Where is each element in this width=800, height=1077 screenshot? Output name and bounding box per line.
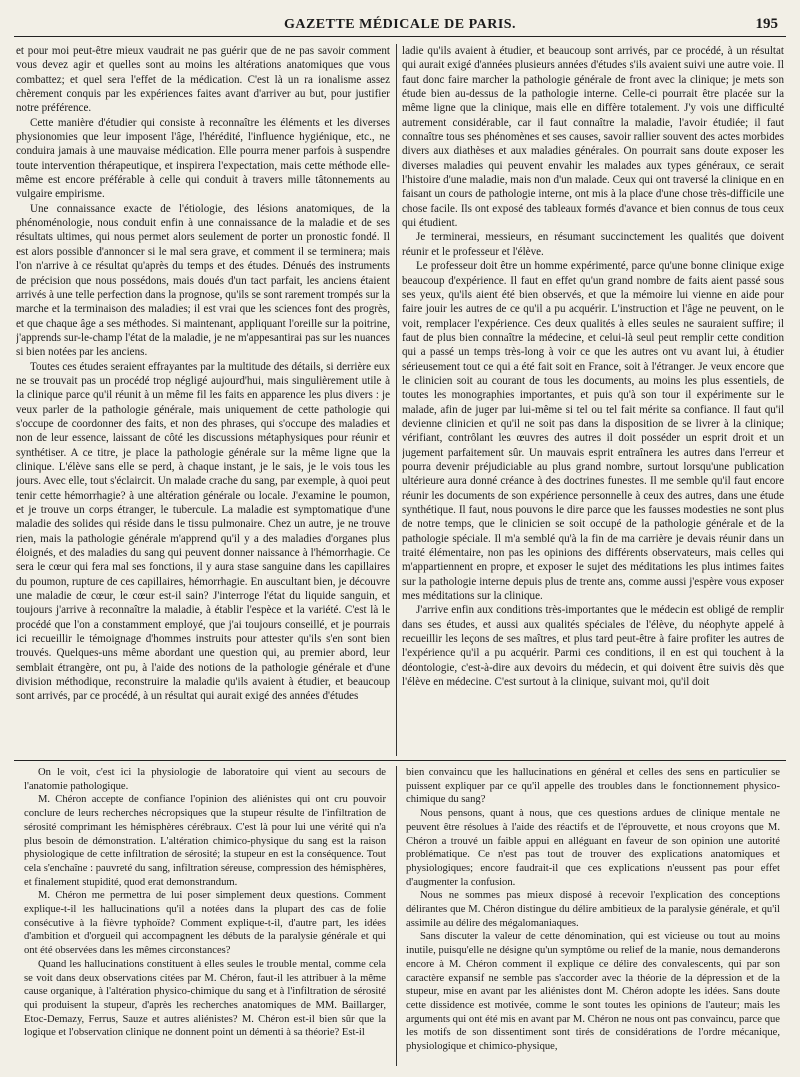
page-header [0,0,800,40]
paragraph: Nous pensons, quant à nous, que ces questions ardues de clinique mentale ne peuvent être résolues à l'aide des réactifs et de l'éprouvette, et nous croyons que M. Chéron a trouvé un faible appui en alléguant en faveur de son opinion une autorité problématique. Ce n'est pas tout de trouver des explications anatomiques et physiologiques; encore faudrait-il que ces explications n'eussent pas pour effet d'augmenter la confusion. [406,808,780,888]
paragraph: Toutes ces études seraient effrayantes par la multitude des détails, si derrière eux ne se trouvait pas un procédé trop négligé aujourd'hui, mais singulièrement utile à la clinique parce qu'il réunit à un même fil les faits en apparence les plus divers : je veux parler de la pathologie générale, mais uniquement de cette pathologie qui s'occupe de coordonner des faits, et non des phrases, qui s'occupe des maladies et non de leur essence, laissant de côté les discussions métaphysiques pour réunir et synthétiser. A ce titre, je place la pathologie générale sur la même ligne que la clinique. L'élève sans elle se perd, à chaque instant, je le sais, je le vois tous les jours. Avec elle, tout s'éclaircit. Un malade crache du sang, par exemple, à quoi peut tenir cette hémorrhagie? à une altération générale ou locale. J'examine le poumon, et je trouve un corps étranger, le tubercule. La maladie est symptomatique d'une maladie des solides qui réside dans le tissu pulmonaire. Chez un autre, je ne trouve rien, mais la pathologie générale m'apprend qu'il y a des maladies d'organes plus éloignés, et des maladies du sang qui peuvent donner naissance à l'hémorrhagie. Ce sera le cœur qui fera mal ses fonctions, il y aura stase sanguine dans les capillaires du poumon, rupture de ces capillaires, hémorrhagie. En auscultant bien, je découvre une maladie de cœur, le cœur est-il sain? J'interroge l'état du liquide sanguin, et toujours j'arrive à reconnaître la maladie, à établir l'espèce et la variété. C'est là le procédé que l'on a constamment employé, que j'ai toujours conseillé, et je pourrais ici recueillir le témoignage d'hommes instruits pour attester qu'ils s'en sont bien trouvés. Quelques-uns même abordant une question qui, au premier abord, leur semblait étrangère, ont pu, à l'aide des notions de la pathologie générale et d'une division méthodique, reconstruire la maladie qu'ils avaient à étudier, et beaucoup sont arrivés, par ce procédé, à un résultat qui aurait exigé des années d'études [16,360,390,703]
header-rule [14,36,786,37]
lower-left-column [24,766,386,1066]
column-divider [396,44,397,756]
paragraph: Nous ne sommes pas mieux disposé à recevoir l'explication des conceptions délirantes que M. Chéron distingue du délire ambitieux de la paralysie générale, et qu'il assimile au délire des mégalomaniaques. [406,890,780,929]
paragraph: Une connaissance exacte de l'étiologie, des lésions anatomiques, de la phénoménologie, nous conduit enfin à une connaissance de la maladie et de ses résultats ultimes, qui nous permet alors seulement de porter un pronostic fondé. Il est alors possible d'annoncer si le mal sera grave, et comment il se terminera; mais l'on n'arrive à ce résultat qu'après du temps et des études. Dénués des instruments de précision que nous possédons, mais doués d'un tact parfait, les anciens étaient arrivés à une telle perfection dans la prognose, qu'ils se sont rarement trompés sur la marche et la terminaison des maladies; il est vrai que les sciences font des progrès, et que chaque âge a ses méthodes. Si maintenant, appliquant l'oreille sur la poitrine, j'apprends sur-le-champ l'état de la maladie, je ne m'appesantirai pas sur les nuances si bien notées par les anciens. [16,202,390,359]
paragraph: Je terminerai, messieurs, en résumant succinctement les qualités que doivent réunir et le professeur et l'élève. [402,231,784,258]
upper-right-column [402,44,784,756]
paragraph: ladie qu'ils avaient à étudier, et beaucoup sont arrivés, par ce procédé, à un résultat qui aurait exigé d'années plusieurs années d'études s'ils avaient suivi une autre voie. Il faut donc faire marcher la pathologie générale de front avec la clinique; je mets son étude bien au-dessus de la pathologie interne. Celle-ci pourrait être placée sur la même ligne que la clinique, mais elle en diffère totalement. J'y vois une difficulté autrement considérable, car il faut connaître la maladie, l'avoir étudiée; il faut connaître tous ses phénomènes et ses causes, savoir rallier souvent des actes morbides divers aux diathèses et aux maladies générales. On pourrait sans doute exposer les diverses maladies qui peuvent envahir les malades aux types généraux, ce serait l'histoire d'une maladie, mais non d'un malade. Ceux qui ont traversé la clinique en en faisant un cours de pathologie interne, ont mis à la place d'une chose très-difficile une chose facile. Ils ont exposé des tableaux formés d'avance et bien connus de tous ceux qui étudient. [402,45,784,230]
paragraph: M. Chéron accepte de confiance l'opinion des aliénistes qui ont cru pouvoir conclure de leurs recherches nécropsiques que la stupeur résulte de l'infiltration de sérosité comprimant les hémisphères cérébraux. C'est là pour lui une vérité qui n'a plus besoin de démonstration. L'altération chimico-physique du sang est la raison physiologique de cette infiltration de sérosité; la stupeur en est la conséquence. Tout cela s'enchaîne : pauvreté du sang, infiltration séreuse, compression des hémisphères, et finalement stupidité, quod erat demonstrandum. [24,794,386,888]
upper-left-column [16,44,390,756]
paragraph: Le professeur doit être un homme expérimenté, parce qu'une bonne clinique exige beaucoup d'expérience. Il faut en effet qu'un grand nombre de faits aient passé sous ses yeux, qu'ils aient été bien observés, et que la mémoire lui vienne en aide pour faire jouir les autres de ce qu'il a pu acquérir. L'instruction et l'âge ne peuvent, on le voit, remplacer l'expérience. Ces deux qualités à elles seules ne sauraient suffire; il faut de plus bien connaître la médecine, et celui-là seul peut remplir cette condition qui a passé un temps très-long à voir ce que les autres ont vu avant lui, à étudier sérieusement tout ce qui a été fait soit en France, soit à l'étranger. Je veux encore que le clinicien soit au courant de tous les documents, au moins les plus essentiels, de toutes les monographies importantes, et puis qu'à son tour il expérimente sur le malade, afin de juger par lui-même si tel ou tel fait mérite sa confiance. Il faut qu'il devienne clinicien et qu'il ne soit pas dans la disposition de se livrer à la clinique; vérifiant, contrôlant les œuvres des autres il doit posséder un esprit droit et un jugement parfaitement sûr. Un mauvais esprit entraînera les autres dans l'erreur et pourra devenir préjudiciable au plus grand nombre, surtout lorsqu'une publication ultérieure aura donné créance à des doctrines funestes. Il me semble qu'il faut encore réunir les documents de son expérience personnelle à ceux des autres, dans une étude synthétique. Il faut, nous pouvons le dire parce que les fausses modesties ne sont plus de notre temps, que le clinicien se soit occupé de la pathologie générale et de la pathologie spéciale. Il m'a semblé qu'à la fin de ma carrière je devais réunir dans un traité élémentaire, non pas les opinions des différents observateurs, mais celles qui m'appartiennent en propre, et exposer le sujet des méditations les plus intimes faites sur la pathologie interne depuis plus de trente ans, comme aussi j'espère vous exposer mes méditations sur la clinique. [402,260,784,603]
paragraph: et pour moi peut-être mieux vaudrait ne pas guérir que de ne pas savoir comment vous devez agir et quelles sont au moins les altérations anatomiques que vous combattez; et quel sera l'effet de la médication. C'est là un ra ionalisme assez chèrement conquis par les expériences faites avant d'arriver au but, pour justifier notre préférence. [16,45,390,115]
page-number: 195 [755,16,778,32]
paragraph: Sans discuter la valeur de cette dénomination, qui est vicieuse ou tout au moins inutile, puisqu'elle ne désigne qu'un symptôme ou relief de la manie, nous demanderons encore à M. Chéron comment il explique ce délire des convalescents, qui par son caractère expansif ne semble pas s'accorder avec la théorie de la dépression et de la stupeur, mise en avant par les aliénistes dont M. Chéron adopte les idées. Sans doute cette dissidence est motivée, comme le sont toutes les opinions de l'auteur; mais les arguments qui ont été mis en avant par M. Chéron ne nous ont pas convaincu, parce que les motifs de son dissentiment sont tirés de considérations de l'ordre mécanique, physiologique et chimico-physique, [406,931,780,1053]
paragraph: bien convaincu que les hallucinations en général et celles des sens en particulier se puissent expliquer par ce qu'il appelle des troubles dans le fonctionnement physico-chimique du sang? [406,767,780,806]
lower-right-column [406,766,780,1066]
paragraph: J'arrive enfin aux conditions très-importantes que le médecin est obligé de remplir dans ses études, et aussi aux qualités spéciales de l'élève, du néophyte appelé à recueillir les leçons de ses maîtres, et plus tard peut-être à faire profiter les autres de l'expérience qu'il a pu acquérir. Parmi ces conditions, il en est qui touchent à la déontologie, c'est-à-dire aux devoirs du médecin, et qui doivent être suivis dès que l'élève en médecine. C'est surtout à la clinique, suivant moi, qu'il doit [402,604,784,689]
column-divider [396,766,397,1066]
paragraph: M. Chéron me permettra de lui poser simplement deux questions. Comment explique-t-il les hallucinations qu'il a notées dans la plupart des cas de folie consécutive à la fièvre typhoïde? Comment explique-t-il, d'autre part, les idées d'ambition et d'orgueil qui accompagnent les débuts de la paralysie générale et qui ont été observées dans les mêmes circonstances? [24,890,386,957]
section-divider [14,760,786,761]
paragraph: Quand les hallucinations constituent à elles seules le trouble mental, comme cela se voit dans deux observations citées par M. Chéron, faut-il les attribuer à la même cause organique, à l'altération physico-chimique du sang et à l'infiltration de sérosité qui produisent la stupeur, d'après les recherches anatomiques de MM. Baillarger, Etoc-Demazy, Ferrus, Sauze et autres aliénistes? M. Chéron est-il bien sûr que la logique et l'observation clinique ne donnent point un démenti à sa théorie? Est-il [24,958,386,1039]
paragraph: Cette manière d'étudier qui consiste à reconnaître les éléments et les diverses physionomies que leur imposent l'âge, l'hérédité, l'influence hygiénique, etc., ne conduira jamais à une mauvaise médication. Elle pourra mener parfois à suspendre toute intervention thérapeutique, et inspirera l'expectation, mais cette méthode elle-même est encore préférable à celle qui conduit à travers mille tâtonnements au vulgaire empirisme. [16,116,390,201]
paragraph: On le voit, c'est ici la physiologie de laboratoire qui vient au secours de l'anatomie pathologique. [24,767,386,792]
journal-title: GAZETTE MÉDICALE DE PARIS. [283,17,517,32]
